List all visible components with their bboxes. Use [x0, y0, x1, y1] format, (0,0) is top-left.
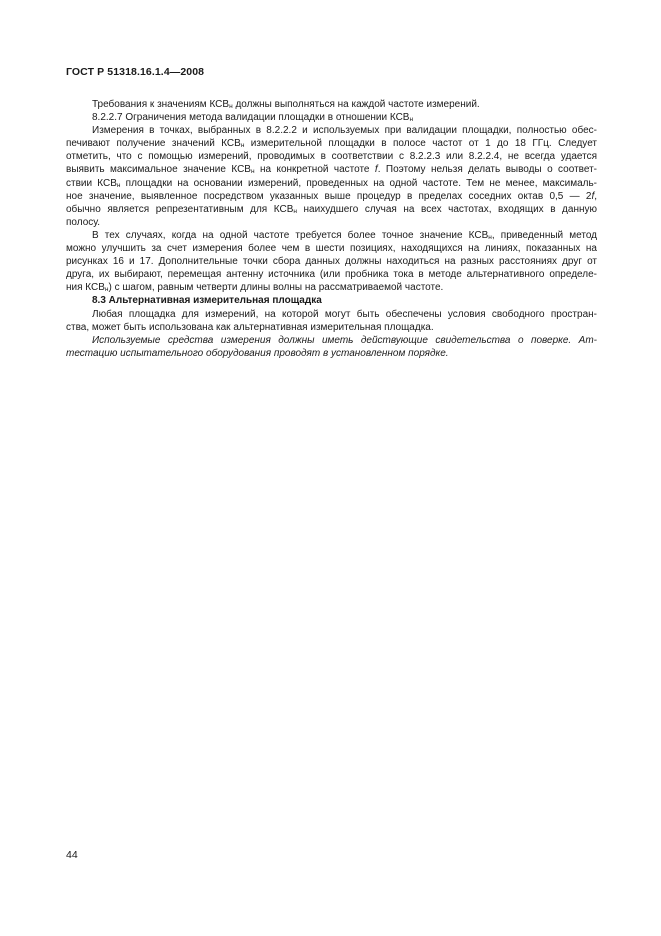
text-line: ствии $КСВ_н$ площадки на основании измерений, проведенных на одной частоте. Тем не менее, максималь- — [66, 177, 598, 189]
text-line: друга, их выбирают, перемещая антенну источника (или пробника тока в методе альтернативного определе- — [66, 269, 597, 281]
text-line: ства, может быть использована как альтернативная измерительная площадка. — [66, 321, 434, 333]
text-line: ния $КСВ_н$) с шагом, равным четверти длины волны на рассматриваемой частоте. — [66, 282, 444, 294]
text-line: рисунках 16 и 17. Дополнительные точки сбора данных должны находиться на разных расстояниях друг от — [66, 256, 597, 268]
text-line: можно улучшить за счет измерения более чем в шести позициях, находящихся на линиях, показанных на — [66, 243, 597, 255]
body-text — [66, 98, 597, 360]
text-line: отметить, что с помощью измерений, проводимых в соответствии с 8.2.2.3 или 8.2.2.4, не всегда удается — [66, 151, 597, 163]
text-line: Требования к значениям $КСВ_н$ должны выполняться на каждой частоте измерений. — [92, 99, 480, 110]
text-line: Измерения в точках, выбранных в 8.2.2.2 и используемых при валидации площадки, полностью обес- — [92, 125, 597, 137]
text-line: В тех случаях, когда на одной частоте требуется более точное значение $КСВ_н$, приведенный метод — [92, 229, 597, 241]
text-line: выявить максимальное значение $КСВ_н$ на конкретной частоте f. Поэтому нельзя делать выводы о соответ- — [66, 164, 597, 176]
section-heading-8-2-2-7: 8.2.2.7 Ограничения метода валидации площадки в отношении $КСВ_н$ — [92, 112, 414, 124]
text-line: Любая площадка для измерений, на которой могут быть обеспечены условия свободного простран- — [92, 308, 597, 320]
text-line: печивают получение значений $КСВ_н$ измерительной площадки в полосе частот от 1 до 18 ГГц. Следует — [66, 138, 598, 150]
text-line: полосу. — [66, 216, 101, 228]
italic-note-line: тестацию испытательного оборудования проводят в установленном порядке. — [66, 347, 449, 359]
section-heading-8-3: 8.3 Альтернативная измерительная площадка — [92, 295, 322, 307]
text-line: ное значение, выявленное посредством указанных выше процедур в пределах соседних октав 0,5 — 2f, — [66, 190, 597, 202]
text-line: обычно является репрезентативным для $КСВ_н$ наихудшего случая на всех частотах, входящих в данную — [66, 203, 597, 215]
standard-header: ГОСТ Р 51318.16.1.4—2008 — [66, 66, 205, 78]
page-number: 44 — [66, 849, 78, 861]
italic-note-line: Используемые средства измерения должны иметь действующие свидетельства о поверке. Ат- — [92, 334, 597, 346]
